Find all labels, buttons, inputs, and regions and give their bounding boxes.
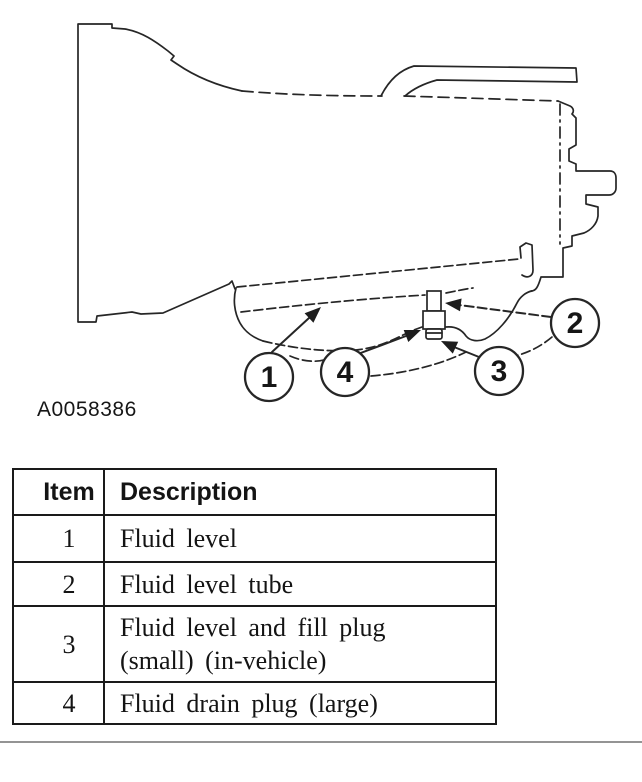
swoosh-middle (371, 352, 466, 376)
case-top-line-right (404, 96, 558, 101)
row-item-number: 1 (13, 515, 104, 562)
fluid-level-line (241, 295, 425, 312)
legend-header-description: Description (104, 469, 496, 515)
legend-header-item: Item (13, 469, 104, 515)
callout-3-number: 3 (490, 355, 508, 388)
pan-left-edge (234, 288, 263, 341)
legend-table (12, 468, 497, 725)
leader-arrow-2 (445, 299, 551, 318)
fluid-level-line-right (446, 288, 473, 293)
arrowhead-3 (441, 341, 458, 354)
row-item-number: 2 (13, 562, 104, 606)
callout-2-number: 2 (566, 307, 584, 340)
pan-right-edge (446, 291, 532, 341)
figure-id-label: A0058386 (37, 398, 137, 421)
callout-1 (245, 353, 293, 401)
plug-assembly (423, 291, 445, 339)
table-row (13, 515, 496, 562)
row-description: Fluid level (104, 515, 496, 562)
callout-4-number: 4 (336, 356, 354, 389)
arrowhead-4 (404, 330, 421, 342)
drain-plug-body (423, 311, 445, 329)
leader-arrow-4 (358, 330, 421, 354)
row-description: Fluid drain plug (large) (104, 682, 496, 724)
callout-2 (551, 299, 599, 347)
table-row (13, 682, 496, 724)
tail-housing-outline (531, 101, 616, 291)
fluid-level-tube-part (427, 291, 441, 311)
leader-arrow-1 (272, 307, 321, 352)
case-top-line (242, 91, 382, 96)
row-description: Fluid level and fill plug (small) (in-vehicle) (104, 606, 496, 682)
row-description: Fluid level tube (104, 562, 496, 606)
callout-4 (321, 348, 369, 396)
row-item-number: 4 (13, 682, 104, 724)
callout-3 (475, 347, 523, 395)
bell-housing-outline (78, 24, 242, 322)
upper-tube-outline (381, 66, 577, 96)
callout-1-number: 1 (260, 361, 278, 394)
table-row (13, 606, 496, 682)
bottom-separator (0, 741, 642, 743)
arrowhead-2 (445, 299, 462, 312)
row-item-number: 3 (13, 606, 104, 682)
table-row (13, 562, 496, 606)
case-foot-bracket (520, 243, 533, 277)
case-flange-line (237, 259, 519, 287)
fill-plug-nut (426, 329, 442, 339)
legend-header-row (13, 469, 496, 515)
